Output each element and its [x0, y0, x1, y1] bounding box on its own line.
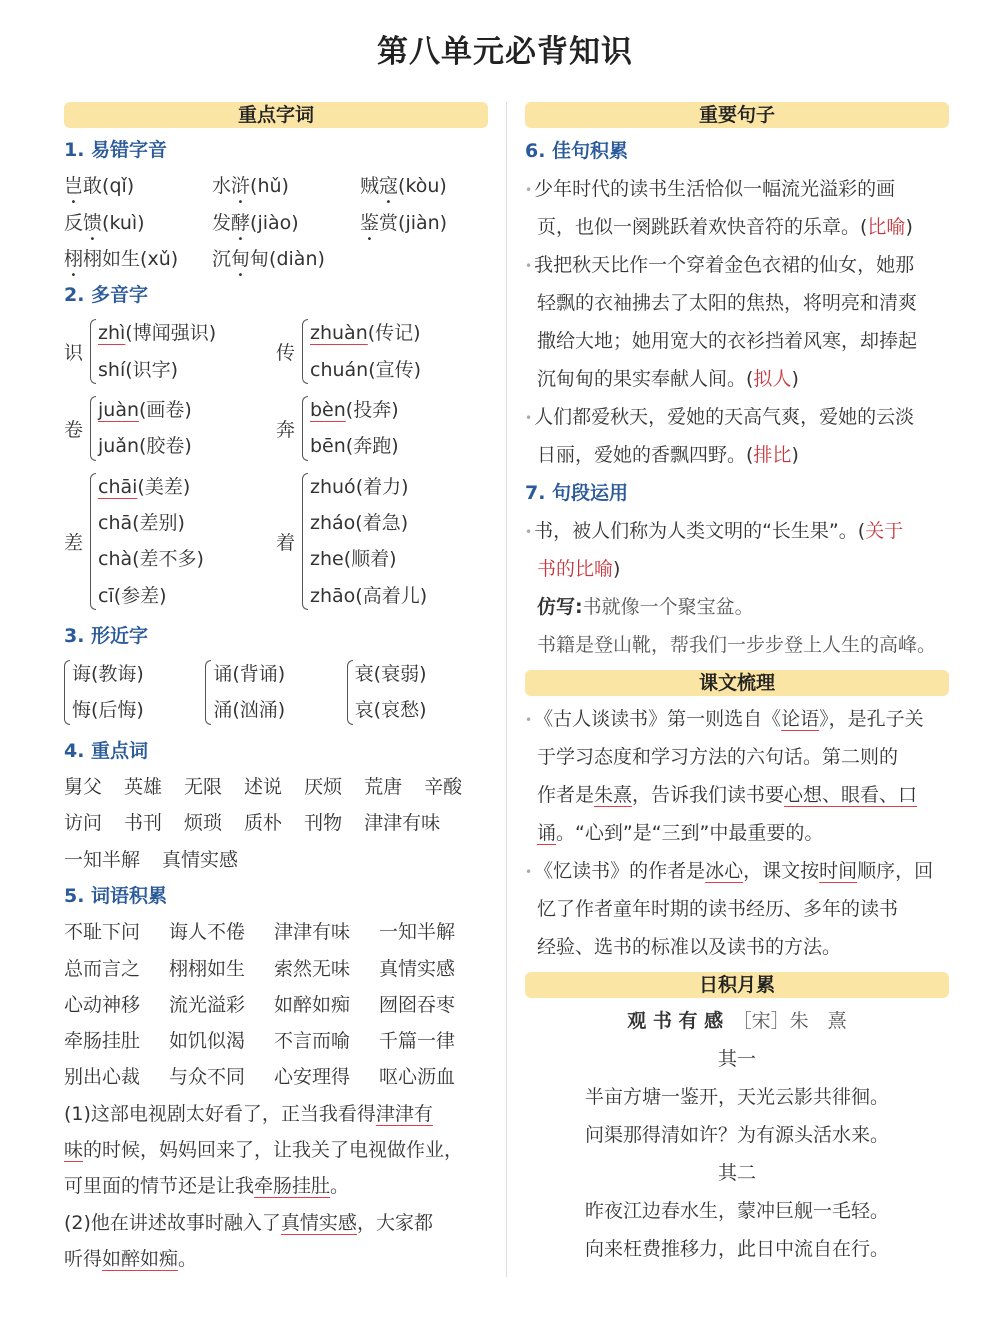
idiom-row [64, 1059, 488, 1095]
pinyin: chuán [310, 358, 369, 381]
idiom: 津津有味 [274, 921, 351, 944]
polyphone-group [64, 469, 276, 614]
idiom: 千篇一律 [379, 1030, 456, 1053]
text-segment: 页，也似一阕跳跃着欢快音符的乐章。( [537, 216, 868, 238]
polyphone-char: 奔 [276, 418, 296, 441]
imitation-text-2: 书籍是登山靴，帮我们一步步登上人生的高峰。 [537, 634, 937, 656]
pinyin: (diàn) [269, 247, 325, 270]
sentence-use [525, 512, 949, 588]
text-line [64, 1205, 488, 1241]
pronunciation-list [64, 168, 488, 277]
text-segment: 少年时代的读书生活恰似一幅流光溢彩的画 [534, 178, 896, 200]
pinyin: bēn [310, 435, 346, 458]
idiom: 牵肠挂肚 [64, 1030, 141, 1053]
imitation-label: 仿写: [537, 596, 583, 618]
example-word: (着急) [355, 511, 409, 534]
word-part: 反 [64, 211, 84, 234]
char-pair [72, 656, 144, 729]
text-segment: 忆了作者童年时期的读书经历、多年的读书 [537, 898, 899, 920]
idiom-row [64, 914, 488, 950]
idiom: 别出心裁 [64, 1066, 141, 1089]
text-line [64, 1096, 488, 1132]
text-line [525, 284, 949, 322]
text-segment: 沉甸甸的果实奉献人间。( [537, 368, 754, 390]
example-word: (识字) [125, 358, 179, 381]
bullet-icon: • [525, 864, 533, 879]
key-word-list [64, 769, 488, 878]
word-part: 赏 [379, 211, 399, 234]
pinyin: chà [98, 548, 133, 571]
word-part: 沉 [212, 247, 232, 270]
underlined-answer: 论语 [781, 708, 820, 730]
right-column [525, 102, 949, 1268]
brace-icon [90, 319, 96, 384]
text-segment: 于学习态度和学习方法的六句话。第二则的 [537, 746, 899, 768]
technique-label: 书的比喻 [537, 558, 614, 580]
imitation-line [525, 588, 949, 626]
polyphone-group [276, 469, 488, 614]
pronunciation-row [64, 168, 488, 204]
pinyin: juàn [98, 399, 140, 422]
word-row [64, 769, 488, 805]
similar-char: 诲(教诲) [72, 663, 144, 686]
idiom-row [64, 1023, 488, 1059]
reading [98, 469, 204, 505]
polyphone-char: 卷 [64, 418, 84, 441]
pronunciation-item [212, 205, 360, 245]
readings [310, 392, 399, 465]
emphasized-char: 浒 [231, 175, 251, 198]
key-word: 刊物 [304, 812, 343, 835]
reading [310, 315, 421, 351]
idiom: 如醉如痴 [274, 993, 351, 1016]
example-word: (传记) [367, 322, 421, 345]
polyphone-char: 识 [64, 342, 84, 365]
poem-header [525, 1002, 949, 1040]
polyphone-char: 着 [276, 531, 296, 554]
bullet-icon: • [525, 712, 533, 727]
pronunciation-item [360, 205, 508, 245]
underlined-answer: 如醉如痴 [102, 1247, 179, 1270]
text-line [525, 436, 949, 474]
underlined-answer: 冰心 [705, 860, 744, 882]
technique-label: 排比 [753, 444, 792, 466]
pronunciation-item [64, 168, 212, 208]
readings [98, 469, 204, 614]
reading [310, 428, 399, 464]
text-segment: ) [791, 444, 799, 466]
example-word: (宣传) [368, 358, 422, 381]
page-title: 第八单元必背知识 [377, 34, 633, 70]
pinyin: shí [98, 358, 126, 381]
imitation-text-1: 书就像一个聚宝盆。 [582, 596, 754, 618]
idiom-row [64, 951, 488, 987]
text-segment: 作者是 [537, 784, 595, 806]
text-segment: 听得 [64, 1247, 103, 1270]
pinyin: bèn [310, 399, 346, 422]
key-word: 书刊 [124, 812, 163, 835]
readings [98, 315, 216, 388]
poem-line: 半亩方塘一鉴开，天光云影共徘徊。 [584, 1086, 889, 1108]
text-line [525, 814, 949, 852]
word-part: 栩如生 [83, 247, 141, 270]
similar-char-group [64, 656, 205, 729]
text-segment: (2)他在讲述故事时融入了 [64, 1211, 281, 1234]
word-part: 贼 [360, 175, 380, 198]
reading [98, 578, 204, 614]
pronunciation-item [64, 205, 212, 245]
similar-char-group [205, 656, 346, 729]
text-line [525, 550, 949, 588]
heading-pronunciation: 1. 易错字音 [64, 139, 168, 161]
polyphone-char: 传 [276, 342, 296, 365]
reading [98, 541, 204, 577]
idiom: 心安理得 [274, 1066, 351, 1089]
pinyin: (kuì) [102, 211, 145, 234]
bullet-icon: • [525, 524, 533, 539]
example-word: (高着儿) [355, 584, 428, 607]
text-line [525, 208, 949, 246]
underlined-answer: 真情实感 [280, 1211, 357, 1234]
heading-word-accumulation: 5. 词语积累 [64, 884, 168, 907]
heading-key-words: 4. 重点词 [64, 739, 149, 762]
example-word: (差别) [132, 511, 185, 534]
similar-char: 悔(后悔) [72, 699, 144, 722]
pinyin: zháo [310, 511, 356, 534]
example-sentences [64, 1096, 488, 1277]
word-part: 敢 [83, 175, 103, 198]
pinyin: zhuó [310, 475, 356, 498]
text-line [525, 170, 949, 208]
emphasized-char: 甸 [231, 247, 251, 270]
technique-label: 比喻 [867, 216, 906, 238]
text-segment: 的时候，妈妈回来了，让我关了电视做作业， [83, 1139, 464, 1162]
key-word: 质朴 [244, 812, 283, 835]
technique-label: 拟人 [753, 368, 792, 390]
word-row [64, 842, 488, 878]
idiom: 真情实感 [379, 957, 456, 980]
polyphone-list [64, 315, 488, 613]
polyphone-group [64, 315, 276, 388]
technique-label: 关于 [865, 520, 904, 542]
underlined-answer: 心想、眼看、口 [784, 784, 918, 806]
text-segment: ) [613, 558, 621, 580]
emphasized-char: 栩 [64, 247, 84, 270]
polyphone-group [276, 392, 488, 465]
emphasized-char: 寇 [379, 175, 399, 198]
idiom: 一知半解 [379, 921, 456, 944]
text-line [525, 700, 949, 738]
brace-icon [302, 319, 308, 384]
text-line [525, 776, 949, 814]
underlined-answer: 诵 [537, 822, 557, 844]
text-segment: ) [905, 216, 913, 238]
pronunciation-item [212, 241, 360, 281]
key-word: 津津有味 [364, 812, 441, 835]
text-segment: 。 [330, 1175, 350, 1198]
text-segment: 日丽，爱她的香飘四野。( [537, 444, 754, 466]
example-word: (参差) [113, 584, 167, 607]
similar-char-list [64, 656, 488, 729]
key-word: 真情实感 [162, 848, 239, 871]
polyphone-group [64, 392, 276, 465]
bullet-icon: • [525, 410, 533, 425]
pinyin: (hǔ) [250, 175, 289, 198]
text-line [525, 322, 949, 360]
pronunciation-item [212, 168, 360, 208]
example-word: (着力) [355, 475, 409, 498]
idiom: 诲人不倦 [169, 921, 246, 944]
pinyin: zhì [98, 322, 126, 345]
section-bar-key-words: 重点字词 [64, 102, 488, 128]
text-segment: 轻飘的衣袖拂去了太阳的焦热，将明亮和清爽 [537, 292, 918, 314]
text-segment: 书，被人们称为人类文明的“长生果”。( [534, 520, 866, 542]
text-line [64, 1241, 488, 1277]
section-bar-daily-accumulation: 日积月累 [525, 972, 949, 998]
idiom: 如饥似渴 [169, 1030, 246, 1053]
text-line [525, 852, 949, 890]
pinyin: zhuàn [310, 322, 368, 345]
word-part: 水 [212, 175, 232, 198]
pinyin: chā [98, 511, 133, 534]
example-word: (顺着) [343, 548, 397, 571]
reading [98, 505, 204, 541]
idiom: 不耻下问 [64, 921, 141, 944]
pinyin: (qǐ) [102, 175, 135, 198]
text-line [525, 928, 949, 966]
word-part: 甸 [250, 247, 270, 270]
key-word: 无限 [184, 776, 223, 799]
pinyin: (jiào) [250, 211, 299, 234]
reading [310, 541, 427, 577]
poem-author: ［宋］朱 熹 [742, 1010, 847, 1032]
heading-good-sentences: 6. 佳句积累 [525, 140, 629, 162]
text-segment: 人们都爱秋天，爱她的天高气爽，爱她的云淡 [534, 406, 915, 428]
similar-char: 诵(背诵) [213, 663, 286, 686]
text-line [525, 512, 949, 550]
readings [310, 469, 427, 614]
idiom: 与众不同 [169, 1066, 246, 1089]
key-word: 一知半解 [64, 848, 141, 871]
pinyin: (jiàn) [398, 211, 448, 234]
polyphone-group [276, 315, 488, 388]
key-word: 烦琐 [184, 812, 223, 835]
pronunciation-item [360, 168, 508, 208]
brace-icon [347, 660, 353, 725]
char-pair [355, 656, 427, 729]
similar-char-group [347, 656, 488, 729]
text-line [525, 398, 949, 436]
pinyin: juǎn [98, 435, 140, 458]
readings [310, 315, 421, 388]
underlined-answer: 牵肠挂肚 [254, 1175, 331, 1198]
text-segment: 可里面的情节还是让我 [64, 1175, 255, 1198]
pinyin: zhe [310, 548, 344, 571]
text-segment: ，告诉我们读书要 [632, 784, 785, 806]
example-word: (美差) [137, 475, 191, 498]
text-segment: ，大家都 [356, 1211, 433, 1234]
reading [310, 352, 421, 388]
emphasized-char: 酵 [231, 211, 251, 234]
idiom: 心动神移 [64, 993, 141, 1016]
brace-icon [302, 396, 308, 461]
underlined-answer: 时间 [819, 860, 858, 882]
key-word: 述说 [244, 776, 283, 799]
idiom: 总而言之 [64, 957, 141, 980]
text-segment: ) [791, 368, 799, 390]
idiom: 不言而喻 [274, 1030, 351, 1053]
poem-title: 观 书 有 感 [627, 1010, 724, 1032]
text-segment: 经验、选书的标准以及读书的方法。 [537, 936, 842, 958]
underlined-answer: 朱熹 [594, 784, 633, 806]
reading [310, 469, 427, 505]
reading [98, 428, 192, 464]
text-segment: 。 [178, 1247, 198, 1270]
idiom: 流光溢彩 [169, 993, 246, 1016]
poem-part-1: 其一 [717, 1048, 756, 1070]
polyphone-row [64, 469, 488, 614]
char-pair [213, 656, 285, 729]
pinyin: (kòu) [398, 175, 447, 198]
key-word: 厌烦 [304, 776, 343, 799]
poem-line: 问渠那得清如许？为有源头活水来。 [584, 1124, 889, 1146]
text-segment: 。“心到”是“三到”中最重要的。 [556, 822, 824, 844]
left-column [64, 102, 488, 1277]
poem-line: 向来枉费推移力，此日中流自在行。 [584, 1238, 889, 1260]
key-word: 英雄 [124, 776, 163, 799]
example-word: (奔跑) [345, 435, 399, 458]
key-word: 舅父 [64, 776, 103, 799]
pronunciation-row [64, 205, 488, 241]
section-bar-text-review: 课文梳理 [525, 670, 949, 696]
brace-icon [90, 396, 96, 461]
underlined-answer: 味 [64, 1139, 84, 1162]
idiom-row [64, 987, 488, 1023]
brace-icon [90, 473, 96, 610]
key-word: 辛酸 [424, 776, 463, 799]
section-bar-sentences: 重要句子 [525, 102, 949, 128]
idiom: 囫囵吞枣 [379, 993, 456, 1016]
similar-char: 哀(哀愁) [354, 699, 427, 722]
text-line [525, 360, 949, 398]
text-segment: 《古人谈读书》第一则选自《 [534, 708, 782, 730]
text-segment: 顺序，回 [857, 860, 934, 882]
brace-icon [205, 660, 211, 725]
idiom: 呕心沥血 [379, 1066, 456, 1089]
emphasized-char: 馈 [83, 211, 103, 234]
underlined-answer: 津津有 [375, 1102, 433, 1125]
poem-part-2: 其二 [717, 1162, 756, 1184]
good-sentences [525, 170, 949, 474]
reading [98, 352, 216, 388]
text-line [525, 246, 949, 284]
reading [310, 578, 427, 614]
polyphone-row [64, 315, 488, 388]
pinyin: (xǔ) [140, 247, 179, 270]
key-word: 荒唐 [364, 776, 403, 799]
pinyin: chāi [98, 475, 138, 498]
bullet-icon: • [525, 182, 533, 197]
poem-line: 昨夜江边春水生，蒙冲巨舰一毛轻。 [584, 1200, 889, 1222]
word-row [64, 805, 488, 841]
text-line [64, 1132, 488, 1168]
column-divider [506, 102, 507, 1277]
text-line [64, 1168, 488, 1204]
text-line [525, 890, 949, 928]
text-segment: (1)这部电视剧太好看了，正当我看得 [64, 1102, 376, 1125]
similar-char: 衰(衰弱) [354, 663, 427, 686]
reading [98, 392, 192, 428]
heading-sentence-use: 7. 句段运用 [525, 482, 629, 504]
idiom: 栩栩如生 [169, 957, 246, 980]
text-segment: 撒给大地；她用宽大的衣衫挡着风寒，却捧起 [537, 330, 918, 352]
text-segment: 我把秋天比作一个穿着金色衣裙的仙女，她那 [534, 254, 915, 276]
bullet-icon: • [525, 258, 533, 273]
text-segment: 《忆读书》的作者是 [534, 860, 706, 882]
reading [310, 392, 399, 428]
text-review [525, 700, 949, 966]
example-word: (差不多) [132, 548, 204, 571]
readings [98, 392, 192, 465]
polyphone-char: 差 [64, 531, 84, 554]
text-segment: 》，是孔子关 [819, 708, 924, 730]
polyphone-row [64, 392, 488, 465]
reading [98, 315, 216, 351]
example-word: (胶卷) [139, 435, 192, 458]
pronunciation-row [64, 241, 488, 277]
heading-polyphones: 2. 多音字 [64, 284, 149, 307]
brace-icon [302, 473, 308, 610]
example-word: (画卷) [139, 399, 192, 422]
emphasized-char: 鉴 [360, 211, 380, 234]
word-accumulation-list [64, 914, 488, 1095]
word-part: 发 [212, 211, 232, 234]
emphasized-char: 岂 [64, 175, 84, 198]
text-segment: ，课文按 [743, 860, 820, 882]
key-word: 访问 [64, 812, 103, 835]
pinyin: zhāo [310, 584, 356, 607]
example-word: (博闻强识) [125, 322, 217, 345]
similar-char: 涌(汹涌) [213, 699, 286, 722]
pronunciation-item [64, 241, 212, 281]
text-line [525, 738, 949, 776]
idiom: 索然无味 [274, 957, 351, 980]
example-word: (投奔) [345, 399, 399, 422]
reading [310, 505, 427, 541]
heading-similar-chars: 3. 形近字 [64, 624, 149, 647]
brace-icon [64, 660, 70, 725]
pinyin: cī [98, 584, 114, 607]
